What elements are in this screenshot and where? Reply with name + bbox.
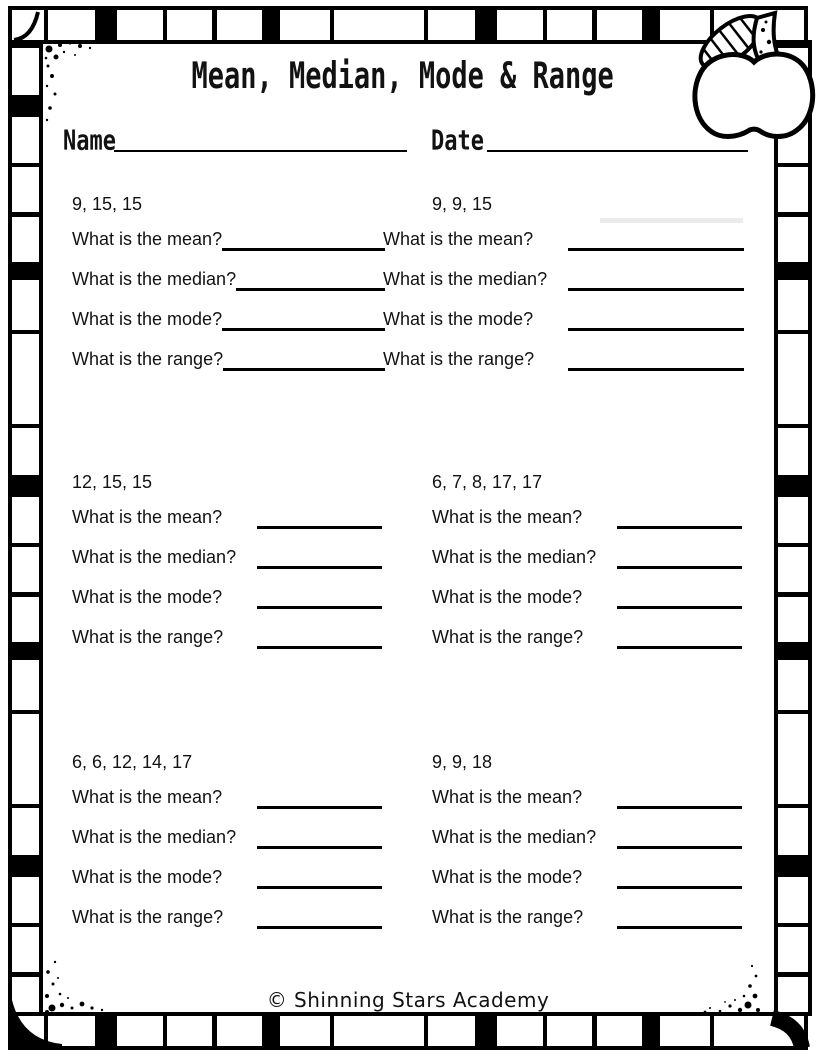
- answer-blank-mean[interactable]: [257, 505, 382, 529]
- question-label-mode: What is the mode?: [72, 309, 223, 329]
- question-label-range: What is the range?: [72, 349, 224, 369]
- question-label-mean: What is the mean?: [72, 507, 223, 527]
- question-row-range: [72, 905, 382, 929]
- question-row-mode: [72, 307, 385, 331]
- question-row-mode: [72, 865, 382, 889]
- problem-6-numbers: 9, 9, 18: [432, 752, 493, 772]
- question-row-mode: [432, 865, 742, 889]
- answer-blank-mean[interactable]: [257, 785, 382, 809]
- answer-blank-mean[interactable]: [617, 785, 742, 809]
- question-row-range: [432, 625, 742, 649]
- question-row-mean: [432, 505, 742, 529]
- answer-blank-median[interactable]: [236, 267, 385, 291]
- question-label-mean: What is the mean?: [72, 787, 223, 807]
- problem-5-numbers: 6, 6, 12, 14, 17: [72, 752, 193, 772]
- footer-credit: © Shinning Stars Academy: [266, 988, 550, 1012]
- question-row-range: [383, 347, 744, 371]
- date-label: Date: [431, 124, 484, 156]
- problem-1-numbers: 9, 15, 15: [72, 194, 143, 214]
- question-row-mode: [432, 585, 742, 609]
- answer-blank-mode[interactable]: [257, 865, 382, 889]
- answer-blank-range[interactable]: [257, 625, 382, 649]
- answer-blank-median[interactable]: [257, 825, 382, 849]
- question-label-median: What is the median?: [432, 547, 597, 567]
- question-row-median: [432, 545, 742, 569]
- question-label-mode: What is the mode?: [72, 587, 223, 607]
- question-label-mean: What is the mean?: [383, 229, 534, 249]
- answer-blank-mean[interactable]: [568, 227, 744, 251]
- question-label-range: What is the range?: [383, 349, 535, 369]
- question-row-range: [72, 625, 382, 649]
- answer-blank-range[interactable]: [617, 905, 742, 929]
- question-label-mode: What is the mode?: [383, 309, 534, 329]
- date-blank[interactable]: [487, 124, 748, 152]
- question-label-median: What is the median?: [72, 827, 237, 847]
- answer-blank-range[interactable]: [223, 347, 385, 371]
- question-row-median: [72, 545, 382, 569]
- question-label-median: What is the median?: [72, 547, 237, 567]
- question-label-median: What is the median?: [383, 269, 548, 289]
- question-row-median: [432, 825, 742, 849]
- answer-blank-range[interactable]: [257, 905, 382, 929]
- answer-blank-median[interactable]: [617, 545, 742, 569]
- problem-3-numbers: 12, 15, 15: [72, 472, 153, 492]
- answer-blank-mode[interactable]: [257, 585, 382, 609]
- answer-blank-mode[interactable]: [222, 307, 385, 331]
- question-label-mean: What is the mean?: [432, 787, 583, 807]
- question-row-mean: [383, 227, 744, 251]
- question-label-mode: What is the mode?: [72, 867, 223, 887]
- question-row-mean: [72, 505, 382, 529]
- answer-blank-mean[interactable]: [222, 227, 385, 251]
- problem-1: [72, 194, 385, 387]
- question-label-mode: What is the mode?: [432, 867, 583, 887]
- question-label-mode: What is the mode?: [432, 587, 583, 607]
- question-label-range: What is the range?: [72, 627, 224, 647]
- question-row-mean: [432, 785, 742, 809]
- question-row-mean: [72, 227, 385, 251]
- problem-3: [72, 472, 382, 665]
- problem-5: [72, 752, 382, 945]
- answer-blank-median[interactable]: [257, 545, 382, 569]
- question-label-mean: What is the mean?: [432, 507, 583, 527]
- question-row-range: [432, 905, 742, 929]
- name-blank[interactable]: [114, 124, 407, 152]
- answer-blank-mode[interactable]: [617, 865, 742, 889]
- question-label-range: What is the range?: [72, 907, 224, 927]
- answer-blank-mean[interactable]: [617, 505, 742, 529]
- page-title: Mean, Median, Mode & Range: [191, 54, 615, 98]
- question-label-mean: What is the mean?: [72, 229, 223, 249]
- question-row-median: [72, 267, 385, 291]
- answer-blank-mode[interactable]: [568, 307, 744, 331]
- question-row-mode: [72, 585, 382, 609]
- question-row-range: [72, 347, 385, 371]
- question-label-range: What is the range?: [432, 907, 584, 927]
- question-row-median: [72, 825, 382, 849]
- question-row-mean: [72, 785, 382, 809]
- problem-2-numbers: 9, 9, 15: [432, 194, 493, 214]
- title-row: [0, 54, 806, 98]
- problem-2: [383, 194, 744, 387]
- problem-6: [432, 752, 742, 945]
- name-label: Name: [63, 124, 116, 156]
- question-row-median: [383, 267, 744, 291]
- answer-blank-range[interactable]: [617, 625, 742, 649]
- problem-4-numbers: 6, 7, 8, 17, 17: [432, 472, 543, 492]
- answer-blank-median[interactable]: [568, 267, 744, 291]
- answer-blank-range[interactable]: [568, 347, 744, 371]
- question-label-median: What is the median?: [432, 827, 597, 847]
- question-label-range: What is the range?: [432, 627, 584, 647]
- problem-4: [432, 472, 742, 665]
- question-row-mode: [383, 307, 744, 331]
- question-label-median: What is the median?: [72, 269, 237, 289]
- answer-blank-mode[interactable]: [617, 585, 742, 609]
- answer-blank-median[interactable]: [617, 825, 742, 849]
